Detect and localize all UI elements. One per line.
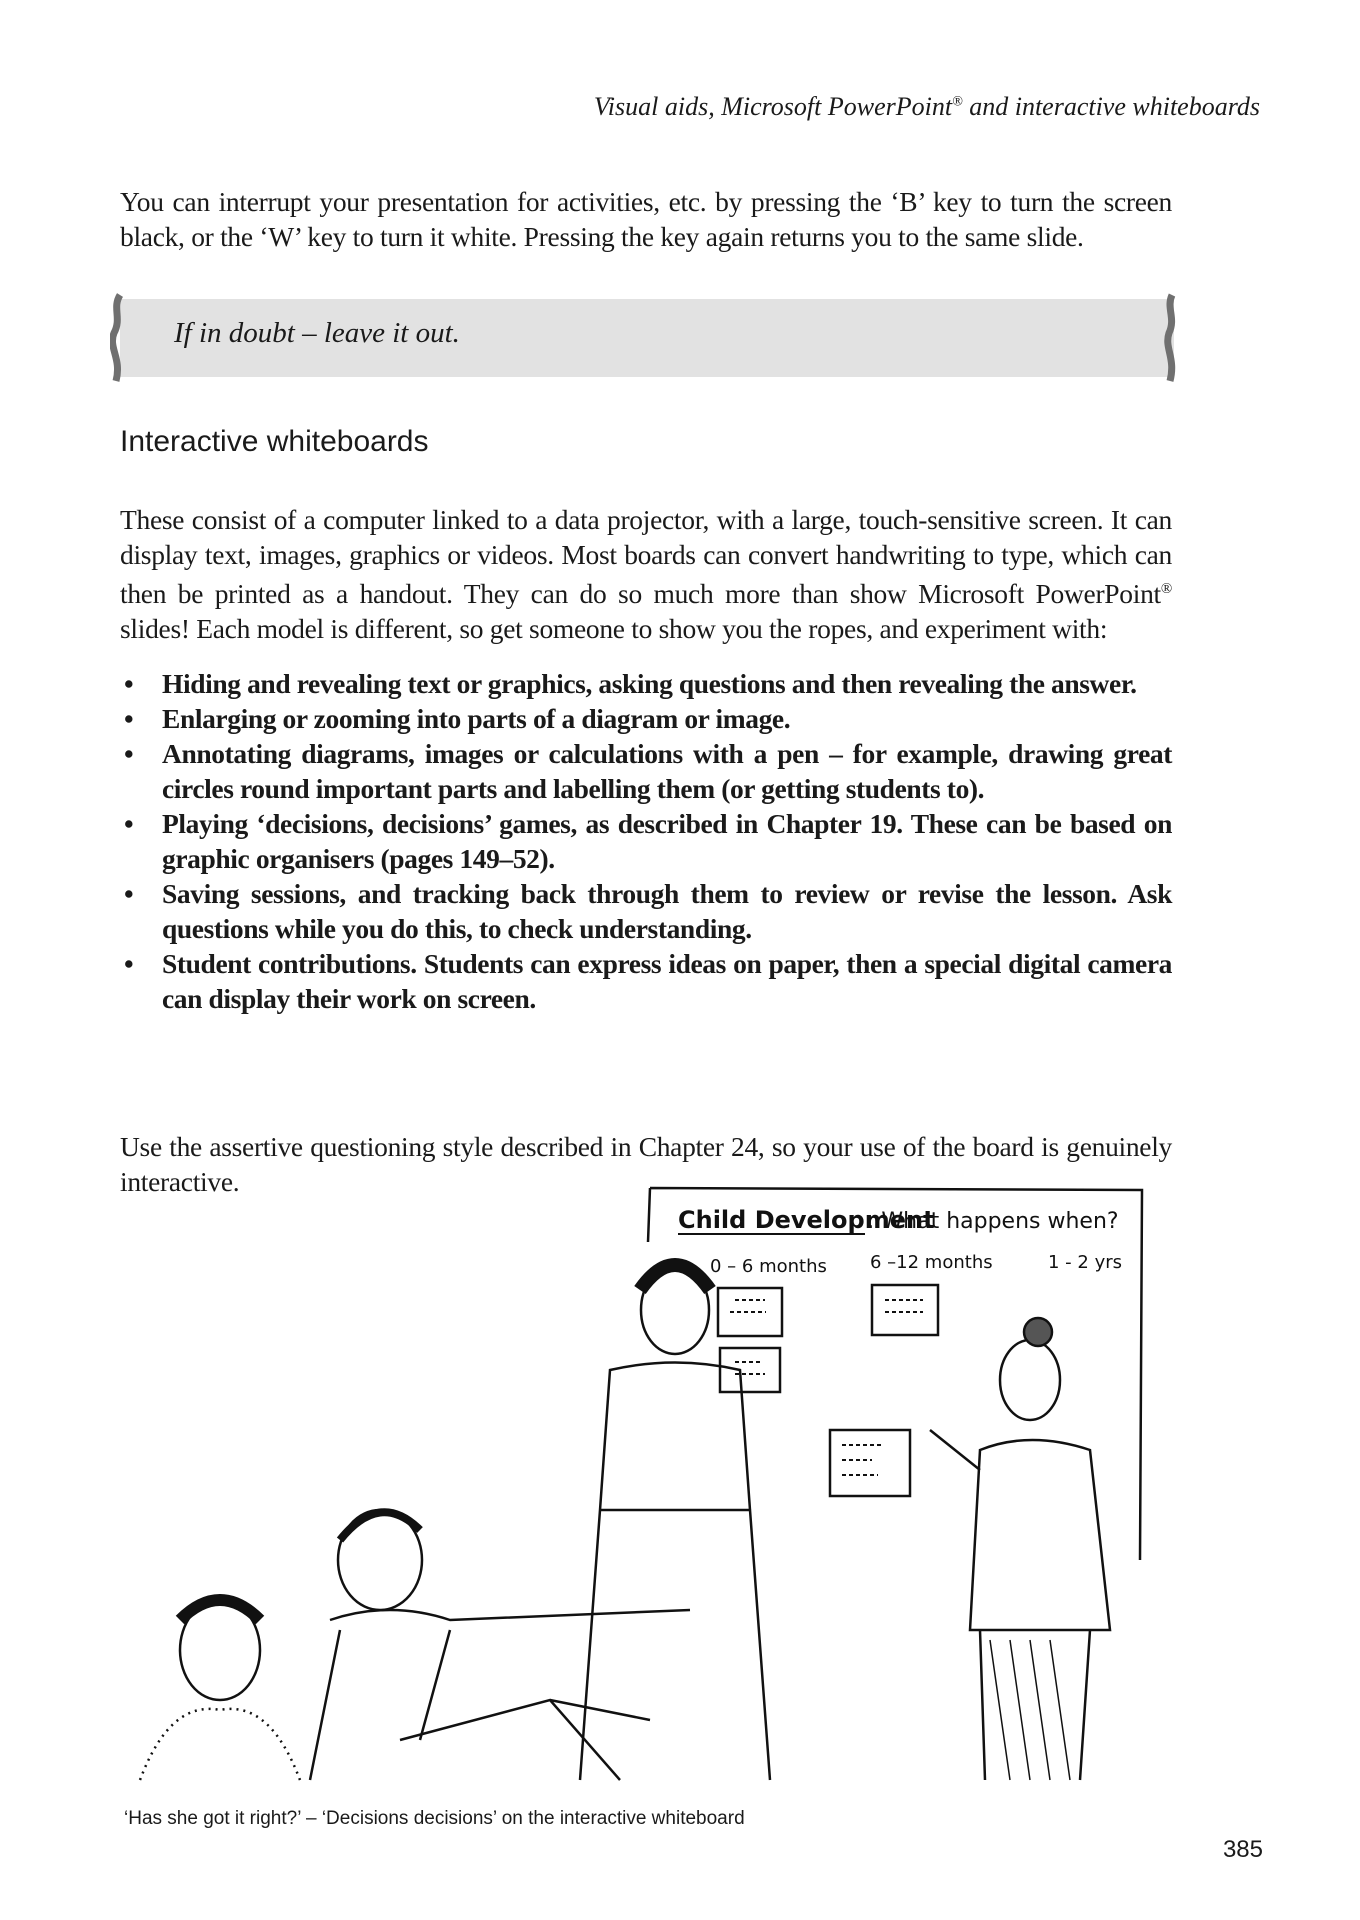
board-column-label: 0 – 6 months	[710, 1256, 827, 1277]
running-head-text: Visual aids, Microsoft PowerPoint	[593, 92, 953, 121]
student-figure-standing	[930, 1318, 1110, 1780]
board-subtitle: : What happens when?	[867, 1209, 1119, 1234]
bullet-list	[120, 666, 1172, 1016]
paragraph-text-end: slides! Each model is different, so get someone to show you the ropes, and experiment with:	[120, 612, 1108, 644]
board-column-label: 6 –12 months	[870, 1252, 993, 1273]
list-item: • Hiding and revealing text or graphics, asking questions and then revealing the answer.	[120, 666, 1172, 701]
paragraph-text: These consist of a computer linked to a data projector, with a large, touch-sensitive screen. It can display text, images, graphics or videos. Most boards can convert handwriting to type, which can then be printed as a handout. They can do so much more than show Microsoft PowerPoint	[120, 503, 1172, 609]
page-number: 385	[1222, 1836, 1263, 1863]
figure-caption: ‘Has she got it right?’ – ‘Decisions decisions’ on the interactive whiteboard	[124, 1808, 745, 1829]
list-item: • Student contributions. Students can express ideas on paper, then a special digital camera can display their work on screen.	[120, 946, 1172, 1016]
closing-paragraph: Use the assertive questioning style described in Chapter 24, so your use of the board is genuinely interactive.	[120, 1130, 1172, 1197]
board-column-label: 1 - 2 yrs	[1048, 1252, 1122, 1273]
list-item: • Enlarging or zooming into parts of a diagram or image.	[120, 701, 1172, 736]
list-item: • Annotating diagrams, images or calculations with a pen – for example, drawing great circles round important parts and labelling them (or getting students to).	[120, 736, 1172, 806]
running-head-text-end: and interactive whiteboards	[962, 92, 1260, 121]
intro-paragraph: You can interrupt your presentation for activities, etc. by pressing the ‘B’ key to turn the screen black, or the ‘W’ key to turn it white. Pressing the key again returns you to the same slide.	[120, 185, 1172, 252]
registered-mark: ®	[952, 94, 963, 110]
quote-box	[120, 299, 1174, 377]
whiteboard-illustration	[130, 1180, 1150, 1800]
running-head	[594, 92, 1260, 122]
registered-mark: ®	[1160, 580, 1172, 597]
section-heading: Interactive whiteboards	[120, 425, 429, 458]
student-figure-seated	[140, 1600, 300, 1780]
student-figure-pointing	[310, 1510, 690, 1780]
board-title: Child Development	[678, 1206, 935, 1234]
teacher-figure	[580, 1265, 770, 1780]
list-item: • Saving sessions, and tracking back through them to review or revise the lesson. Ask questions while you do this, to check understanding.	[120, 876, 1172, 946]
right-wavy-brace-icon	[1164, 293, 1178, 383]
list-item: • Playing ‘decisions, decisions’ games, as described in Chapter 19. These can be based on graphic organisers (pages 149–52).	[120, 806, 1172, 876]
whiteboard	[648, 1188, 1142, 1560]
section-paragraph	[120, 502, 1172, 646]
desk	[400, 1700, 650, 1780]
quote-text: If in doubt – leave it out.	[174, 317, 460, 349]
left-wavy-brace-icon	[110, 293, 124, 383]
